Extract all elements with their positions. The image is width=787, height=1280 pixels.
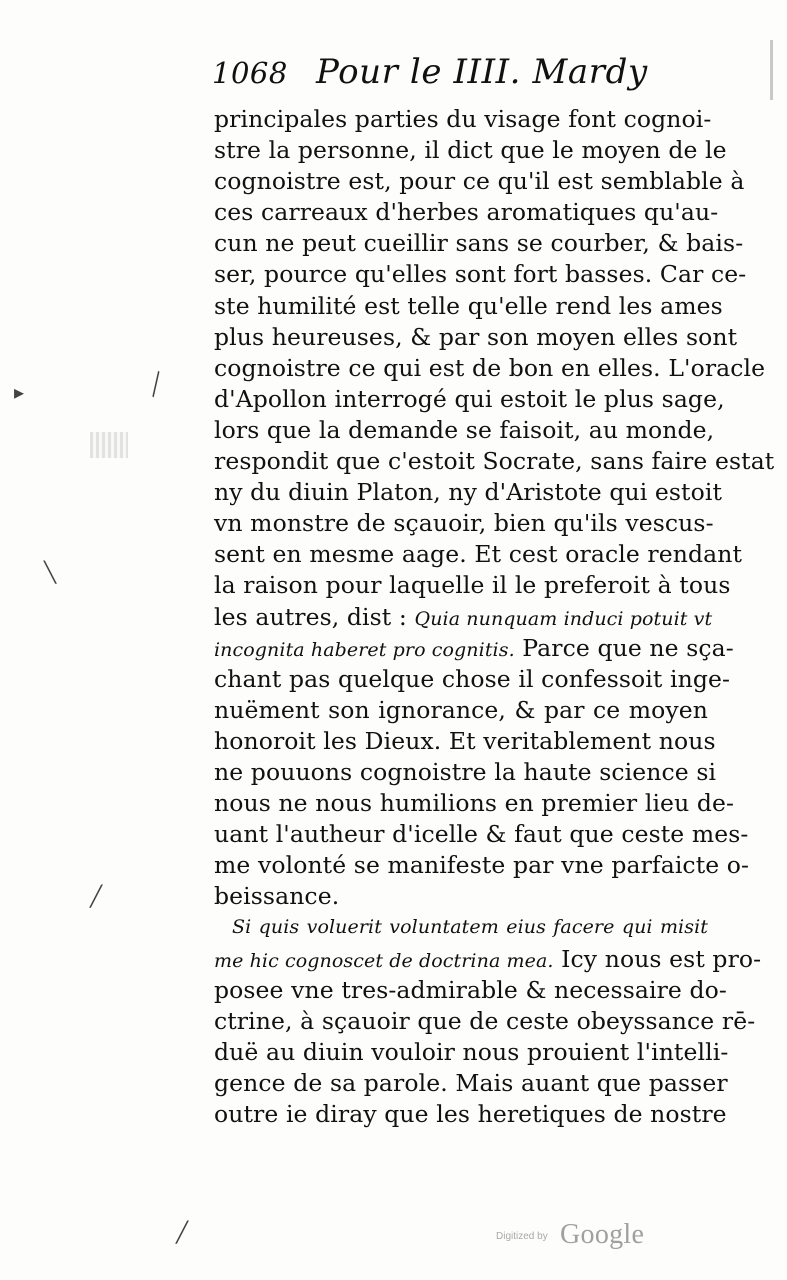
text-line: cun ne peut cueillir sans se courber, & bais- [214, 229, 744, 258]
text-line: honoroit les Dieux. Et veritablement nous [214, 726, 716, 755]
body-text [214, 104, 775, 1130]
text-line: ser, pource qu'elles sont fort basses. Car ce- [214, 260, 747, 289]
text-line: ny du diuin Platon, ny d'Aristote qui estoit [214, 478, 723, 507]
text-line: cognoistre ce qui est de bon en elles. L'oracle [214, 353, 766, 382]
text-line: posee vne tres-admirable & necessaire do- [214, 975, 727, 1004]
text-line: outre ie diray que les heretiques de nostre [214, 1100, 727, 1128]
text-line: vn monstre de sçauoir, bien qu'ils vescus- [214, 509, 714, 538]
text-line: chant pas quelque chose il confessoit inge- [214, 664, 731, 693]
text-line-with-latin [214, 633, 734, 664]
digitized-by-label: Digitized by [496, 1231, 548, 1242]
scan-smudge [90, 432, 128, 458]
text-line: ne pouuons cognoistre la haute science si [214, 757, 717, 786]
text-line: gence de sa parole. Mais auant que passer [214, 1068, 728, 1097]
margin-stroke: ╲ [44, 560, 57, 584]
text-line: beissance. [214, 882, 340, 911]
line-suffix: Parce que ne sça- [514, 633, 734, 662]
page-edge-shadow [770, 40, 773, 100]
margin-stroke: ╲ [143, 370, 169, 398]
digitization-watermark [496, 1219, 666, 1253]
text-line: respondit que c'estoit Socrate, sans faire estat [214, 447, 775, 476]
page-header [212, 52, 652, 98]
line-prefix: les autres, dist : [214, 602, 415, 631]
page-number: 1068 [212, 56, 288, 90]
line-suffix: Icy nous est pro- [553, 944, 762, 973]
google-logo: Google [560, 1219, 645, 1250]
text-line: me volonté se manifeste par vne parfaicte o- [214, 851, 750, 880]
text-line: principales parties du visage font cognoi- [214, 105, 712, 133]
text-line: plus heureuses, & par son moyen elles sont [214, 322, 738, 351]
scripture-quote: Si quis voluerit voluntatem eius facere qui misit [232, 916, 708, 939]
margin-stroke: ╱ [176, 1220, 189, 1244]
text-line: duë au diuin vouloir nous prouient l'intelli- [214, 1037, 729, 1066]
text-line: ste humilité est telle qu'elle rend les ames [214, 291, 723, 320]
text-line: la raison pour laquelle il le preferoit à tous [214, 571, 731, 600]
margin-mark: ▸ [14, 380, 25, 404]
text-line: d'Apollon interrogé qui estoit le plus sage, [214, 384, 725, 413]
margin-stroke: ╱ [90, 884, 103, 908]
text-line-with-latin [214, 602, 713, 633]
text-line: ces carreaux d'herbes aromatiques qu'au- [214, 198, 719, 227]
text-line: cognoistre est, pour ce qu'il est semblable à [214, 167, 745, 196]
text-line: nuëment son ignorance, & par ce moyen [214, 695, 708, 724]
text-line: uant l'autheur d'icelle & faut que ceste mes- [214, 820, 749, 849]
text-line: lors que la demande se faisoit, au monde, [214, 415, 715, 444]
text-line: sent en mesme aage. Et cest oracle rendant [214, 540, 743, 569]
latin-quote: Quia nunquam induci potuit vt [414, 607, 713, 630]
text-line: nous ne nous humilions en premier lieu de- [214, 789, 735, 818]
running-head: Pour le IIII. Mardy [316, 52, 648, 92]
text-line: ctrine, à sçauoir que de ceste obeyssance rē- [214, 1006, 756, 1035]
latin-quote: incognita haberet pro cognitis. [214, 638, 515, 661]
text-line-with-latin [214, 944, 762, 975]
text-line: stre la personne, il dict que le moyen de le [214, 136, 727, 165]
latin-quote: me hic cognoscet de doctrina mea. [214, 949, 554, 972]
